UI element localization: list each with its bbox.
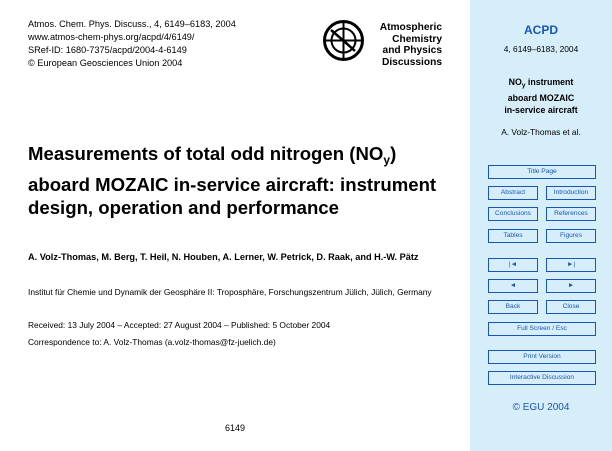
volume-info: 4, 6149–6183, 2004 — [503, 44, 579, 54]
last-page-button[interactable]: ►| — [546, 258, 596, 272]
back-button[interactable]: Back — [488, 300, 538, 314]
introduction-button[interactable]: Introduction — [546, 186, 596, 200]
figures-button[interactable]: Figures — [546, 229, 596, 243]
title-rest: aboard MOZAIC in-service aircraft: instrument design, operation and performance — [28, 173, 437, 218]
first-page-button[interactable]: |◄ — [488, 258, 538, 272]
title-subscript: y — [383, 153, 391, 167]
conclusions-button[interactable]: Conclusions — [488, 207, 538, 221]
short-authors: A. Volz-Thomas et al. — [501, 127, 581, 137]
page-number: 6149 — [224, 423, 246, 433]
journal-logo-icon — [321, 18, 366, 63]
short-title-line: aboard MOZAIC — [507, 93, 575, 103]
full-screen-button[interactable]: Full Screen / Esc — [488, 322, 596, 336]
affiliation: Institut für Chemie und Dynamik der Geosphäre II: Troposphäre, Forschungszentrum Jülich, Jülich, Germany — [28, 287, 432, 297]
previous-page-button[interactable]: ◄ — [488, 279, 538, 293]
publication-dates: Received: 13 July 2004 – Accepted: 27 August 2004 – Published: 5 October 2004 — [28, 320, 331, 330]
short-title-part: NO — [508, 77, 522, 87]
journal-name: ACPD — [523, 23, 558, 37]
paper-title — [28, 142, 458, 220]
sref-id: SRef-ID: 1680-7375/acpd/2004-4-6149 — [28, 45, 187, 55]
egu-copyright: © EGU 2004 — [512, 402, 570, 413]
logo-line: Discussions — [381, 56, 442, 68]
journal-logo-text — [380, 22, 442, 68]
logo-line: and Physics — [382, 45, 442, 56]
logo-line: Atmospheric — [379, 22, 442, 33]
title-part: ) — [390, 143, 397, 164]
close-button[interactable]: Close — [546, 300, 596, 314]
print-version-button[interactable]: Print Version — [488, 350, 596, 364]
next-page-button[interactable]: ► — [546, 279, 596, 293]
short-title-line: in-service aircraft — [504, 105, 578, 115]
title-page-button[interactable]: Title Page — [488, 165, 596, 179]
logo-line: Chemistry — [392, 33, 442, 45]
short-title-part: instrument — [525, 77, 574, 87]
author-list: A. Volz-Thomas, M. Berg, T. Heil, N. Houben, A. Lerner, W. Petrick, D. Raak, and H.-W. Pätz — [28, 252, 419, 262]
citation: Atmos. Chem. Phys. Discuss., 4, 6149–6183, 2004 — [28, 19, 236, 29]
references-button[interactable]: References — [546, 207, 596, 221]
title-part: Measurements of total odd nitrogen (NO — [28, 143, 384, 164]
journal-url[interactable]: www.atmos-chem-phys.org/acpd/4/6149/ — [28, 32, 195, 42]
header-copyright: © European Geosciences Union 2004 — [28, 58, 183, 68]
short-title — [470, 76, 612, 116]
tables-button[interactable]: Tables — [488, 229, 538, 243]
short-title-subscript: y — [521, 82, 526, 89]
abstract-button[interactable]: Abstract — [488, 186, 538, 200]
correspondence: Correspondence to: A. Volz-Thomas (a.volz-thomas@fz-juelich.de) — [28, 337, 276, 347]
interactive-discussion-button[interactable]: Interactive Discussion — [488, 371, 596, 385]
